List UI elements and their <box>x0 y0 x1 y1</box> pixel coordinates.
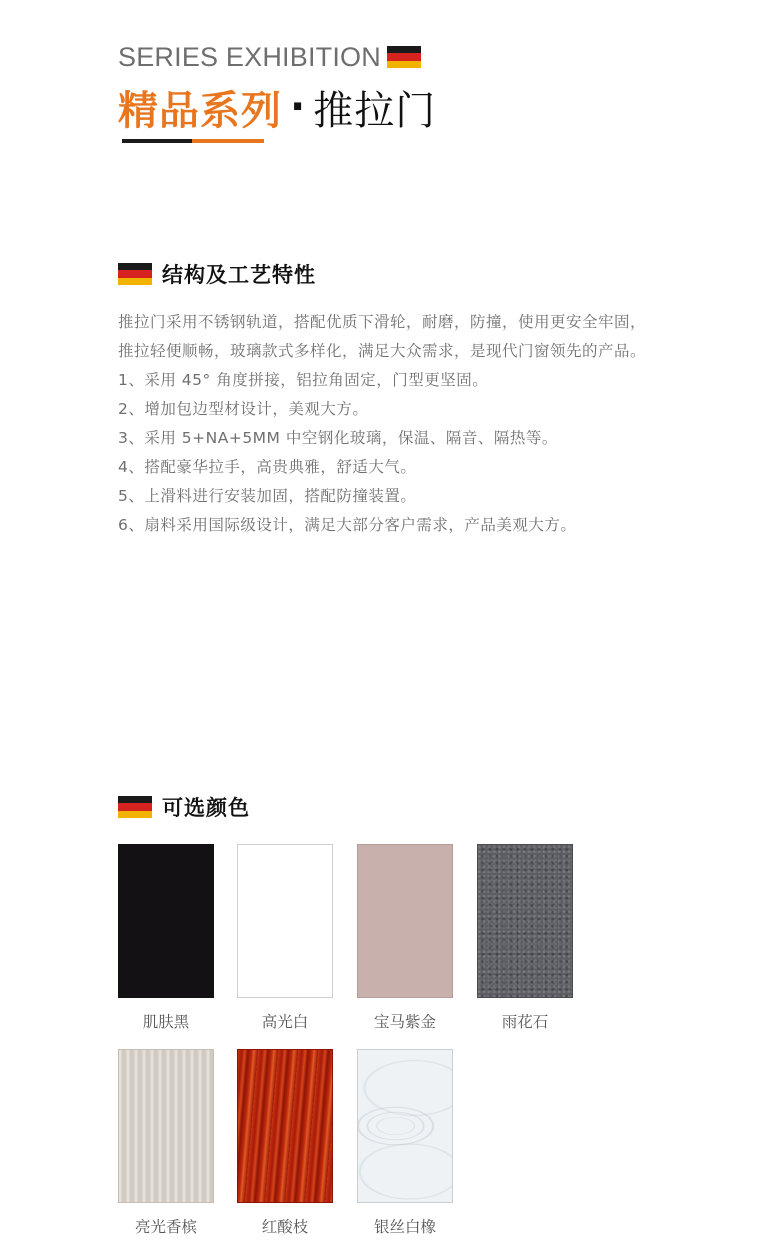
page-title <box>118 82 436 132</box>
color-swatch <box>118 844 214 998</box>
color-label: 亮光香槟 <box>134 1218 197 1236</box>
color-swatch <box>477 844 573 998</box>
german-flag-icon <box>118 796 152 818</box>
color-label: 雨花石 <box>501 1013 549 1031</box>
color-option-champagne[interactable] <box>118 1049 214 1237</box>
color-label: 红酸枝 <box>261 1218 309 1236</box>
color-option-rosegold[interactable] <box>357 844 453 1032</box>
title-separator: · <box>290 84 306 130</box>
color-swatch <box>357 844 453 998</box>
eyebrow-text: SERIES EXHIBITION <box>118 41 381 72</box>
color-label: 宝马紫金 <box>373 1013 436 1031</box>
color-label: 肌肤黑 <box>142 1013 190 1031</box>
color-option-granite[interactable] <box>477 844 573 1032</box>
color-swatch <box>237 1049 333 1203</box>
feature-line: 6、扇料采用国际级设计，满足大部分客户需求，产品美观大方。 <box>118 516 577 534</box>
title-underline-divider <box>122 139 264 143</box>
german-flag-icon <box>118 263 152 285</box>
color-option-redwood[interactable] <box>237 1049 333 1237</box>
color-option-silver-white-oak[interactable] <box>357 1049 453 1237</box>
color-label: 高光白 <box>261 1013 309 1031</box>
color-option-white[interactable] <box>237 844 333 1032</box>
feature-line: 推拉门采用不锈钢轨道，搭配优质下滑轮，耐磨，防撞，使用更安全牢固， <box>118 313 647 331</box>
features-text <box>118 308 738 540</box>
colors-section-heading <box>118 793 250 821</box>
colors-heading: 可选颜色 <box>162 796 250 820</box>
color-swatch <box>237 844 333 998</box>
german-flag-icon <box>387 46 421 68</box>
feature-line: 2、增加包边型材设计，美观大方。 <box>118 400 369 418</box>
feature-line: 4、搭配豪华拉手，高贵典雅，舒适大气。 <box>118 458 417 476</box>
color-swatch <box>357 1049 453 1203</box>
color-swatch <box>118 1049 214 1203</box>
color-label: 银丝白橡 <box>373 1218 436 1236</box>
title-highlight: 精品系列 <box>118 87 282 134</box>
features-heading: 结构及工艺特性 <box>162 263 316 287</box>
series-eyebrow <box>118 41 421 73</box>
feature-line: 推拉轻便顺畅，玻璃款式多样化，满足大众需求，是现代门窗领先的产品。 <box>118 342 647 360</box>
feature-line: 3、采用 5+NA+5MM 中空钢化玻璃，保温、隔音、隔热等。 <box>118 429 558 447</box>
features-section-heading <box>118 260 316 288</box>
title-main: 推拉门 <box>313 87 437 134</box>
color-option-black[interactable] <box>118 844 214 1032</box>
feature-line: 5、上滑料进行安装加固，搭配防撞装置。 <box>118 487 417 505</box>
feature-line: 1、采用 45° 角度拼接，铝拉角固定，门型更坚固。 <box>118 371 489 389</box>
